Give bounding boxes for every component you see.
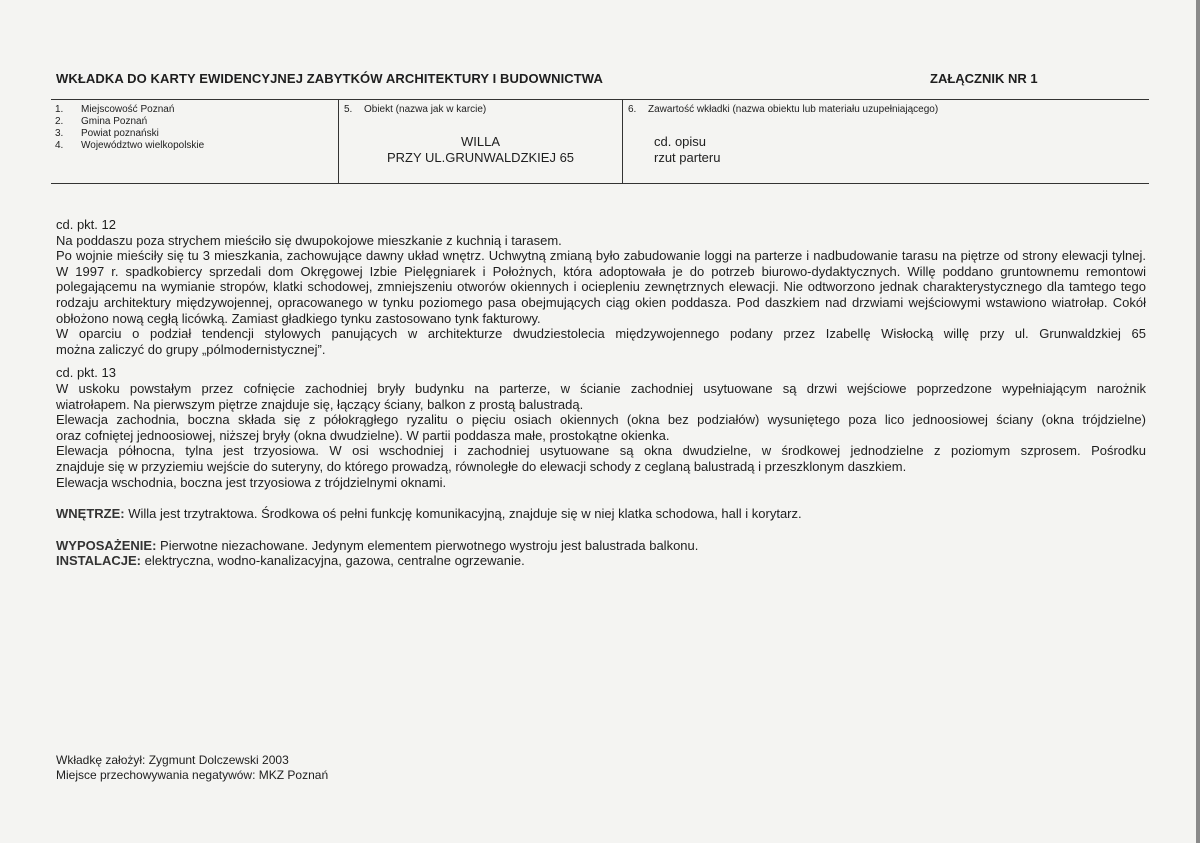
location-item (55, 104, 204, 116)
location-cell (51, 100, 339, 183)
contents-cell (623, 100, 1149, 183)
installations-label: INSTALACJE: (56, 553, 141, 569)
interiors-text: Willa jest trzytraktowa. Środkowa oś pełni funkcję komunikacyjną, znajduje się w niej klatka schodowa, hall i korytarz. (124, 506, 802, 522)
section-13-paragraph: Elewacja wschodnia, boczna jest trzyosiowa z trójdzielnymi oknami. (56, 474, 447, 490)
section-13-heading: cd. pkt. 13 (56, 365, 116, 381)
document-title: WKŁADKA DO KARTY EWIDENCYJNEJ ZABYTKÓW ARCHITEKTURY I BUDOWNICTWA (56, 71, 603, 86)
location-item (55, 128, 204, 140)
section-13-paragraph-end: wiatrołapem. Na pierwszym piętrze znajduje się, łączący ściany, balkon z prostą balustradą. (56, 396, 584, 412)
location-item-number: 1. (55, 104, 64, 115)
location-item-text: Powiat poznański (81, 128, 159, 139)
section-13-paragraph: W uskoku powstałym przez cofnięcie zachodniej bryły budynku na parterze, w ścianie zachodniej usytuowane są drzwi wejściowe poprzedzone wypełniającym narożnik (56, 380, 1146, 396)
footer-storage: Miejsce przechowywania negatywów: MKZ Poznań (56, 767, 329, 782)
section-13-paragraph-end: znajduje się w przyziemiu wejście do suteryny, do którego prowadzą, równoległe do elewacji schody z ceglaną balustradą i przeszklonym daszkiem. (56, 458, 907, 474)
interiors-paragraph (56, 506, 1146, 522)
contents-cell-number: 6. (628, 104, 637, 115)
section-12-paragraph-end: można zaliczyć do grupy „pólmodernistycznej”. (56, 341, 326, 357)
contents-line2: rzut parteru (654, 150, 721, 165)
contents-line1: cd. opisu (654, 134, 707, 149)
scan-edge (1196, 0, 1200, 843)
location-list (55, 104, 204, 152)
section-13-paragraph-end: oraz cofniętej jednoosiowej, niższej bryły (okna dwudzielne). W partii poddasza małe, prostokątne okienka. (56, 427, 670, 443)
section-12-paragraph: Po wojnie mieściły się tu 3 mieszkania, zachowujące dawny układ wnętrz. Uchwytną zmianą było zabudowanie loggi na parterze i nadbudowanie tarasu na piętrze od strony elewacji tylnej. W 1997 r. spadkobiercy sprzedali dom Okręgowej Izbie Pielęgniarek i Położnych, która adoptowała je do potrzeb biurowo-dydaktycznych. Willę poddano gruntownemu remontowi polegającemu na wymianie stropów, klatki schodowej, zmniejszeniu otworów okiennych i ociepleniu zewnętrznych elewacji. Nie odtworzono jednak charakterystycznego dla tamtego tego rodzaju architektury międzywojennej, opracowanego w tynku poziomego pasa obejmujących ciąg okien poddasza. Pod daszkiem nad drzwiami wejściowymi wstawiono wiatrołap. Cokół obłożono nową cegłą licówką. Zamiast gładkiego tynku zastosowano tynk fakturowy. (56, 248, 1146, 326)
interiors-label: WNĘTRZE: (56, 506, 125, 522)
footer-author: Wkładkę założył: Zygmunt Dolczewski 2003 (56, 753, 289, 767)
object-cell-header (344, 104, 486, 115)
installations-text: elektryczna, wodno-kanalizacyjna, gazowa, centralne ogrzewanie. (140, 553, 525, 569)
location-item-number: 4. (55, 140, 64, 151)
section-12-paragraph: W oparciu o podział tendencji stylowych panujących w architekturze dwudziestolecia międzywojennego podany przez Izabellę Wisłocką willę przy ul. Grunwaldzkiej 65 (56, 326, 1146, 342)
info-table (51, 99, 1149, 184)
object-cell-number: 5. (344, 104, 353, 115)
object-name-line2: PRZY UL.GRUNWALDZKIEJ 65 (386, 150, 575, 165)
section-12-heading: cd. pkt. 12 (56, 217, 116, 232)
section-13-paragraph: Elewacja północna, tylna jest trzyosiowa. W osi wschodniej i zachodniej usytuowane są okna dwudzielne, w środkowej jednodzielne z poziomym szprosem. Pośrodku (56, 443, 1146, 459)
equipment-paragraph (56, 538, 1146, 554)
spacer (56, 357, 1146, 365)
description-body (56, 217, 1146, 569)
location-item (55, 116, 204, 128)
object-cell-label: Obiekt (nazwa jak w karcie) (364, 104, 487, 115)
equipment-label: WYPOSAŻENIE: (56, 537, 157, 553)
location-item-text: Województwo wielkopolskie (81, 140, 205, 151)
annex-number: ZAŁĄCZNIK NR 1 (930, 71, 1038, 86)
contents-cell-label: Zawartość wkładki (nazwa obiektu lub materiału uzupełniającego) (648, 104, 939, 115)
object-cell (339, 100, 623, 183)
section-12-line: Na poddaszu poza strychem mieściło się dwupokojowe mieszkanie z kuchnią i tarasem. (56, 232, 562, 248)
location-item-text: Gmina Poznań (81, 116, 148, 127)
spacer (56, 522, 1146, 538)
location-item-number: 2. (55, 116, 64, 127)
location-item (55, 140, 204, 152)
installations-paragraph (56, 553, 1146, 569)
location-item-number: 3. (55, 128, 64, 139)
footer (56, 753, 328, 782)
location-item-text: Miejscowość Poznań (81, 104, 175, 115)
spacer (56, 490, 1146, 506)
contents-cell-header (628, 104, 938, 115)
equipment-text: Pierwotne niezachowane. Jedynym elementem pierwotnego wystroju jest balustrada balkonu. (156, 537, 699, 553)
object-name-line1: WILLA (460, 134, 500, 149)
section-13-paragraph: Elewacja zachodnia, boczna składa się z półokrągłego ryzalitu o pięciu osiach okiennych (okna bez podziałów) wysuniętego poza lico jednoosiowej ściany (okna trójdzielne) (56, 412, 1146, 428)
